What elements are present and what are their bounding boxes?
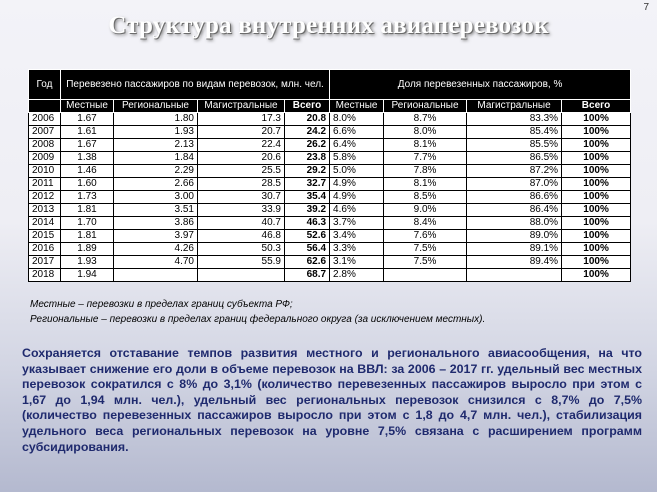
table-cell: 2010 — [29, 165, 61, 178]
table-row — [29, 191, 631, 204]
table-cell: 100% — [562, 256, 631, 269]
subheader-trunk-share: Магистральные — [467, 100, 562, 113]
subheader-trunk-count: Магистральные — [198, 100, 285, 113]
table-cell: 1.38 — [61, 152, 114, 165]
table-cell: 1.60 — [61, 178, 114, 191]
table-cell: 100% — [562, 178, 631, 191]
table-cell: 62.6 — [285, 256, 330, 269]
footnote-local: Местные – перевозки в пределах границ субъекта РФ; — [30, 299, 293, 310]
table-cell: 46.8 — [198, 230, 285, 243]
table-cell: 1.89 — [61, 243, 114, 256]
table-cell: 8.0% — [330, 113, 384, 126]
table-cell: 1.67 — [61, 139, 114, 152]
table-cell: 8.4% — [384, 217, 467, 230]
table-cell: 7.5% — [384, 256, 467, 269]
table-row — [29, 113, 631, 126]
table-cell: 7.6% — [384, 230, 467, 243]
table-cell: 20.8 — [285, 113, 330, 126]
table-cell: 100% — [562, 230, 631, 243]
subheader-total-count: Всего — [285, 100, 330, 113]
table-cell: 20.7 — [198, 126, 285, 139]
table-cell: 2.13 — [114, 139, 198, 152]
table-cell: 1.94 — [61, 269, 114, 282]
table-row — [29, 204, 631, 217]
table-cell: 25.5 — [198, 165, 285, 178]
table-cell: 100% — [562, 113, 631, 126]
table-cell: 2.8% — [330, 269, 384, 282]
table-cell: 89.4% — [467, 256, 562, 269]
header-share-group: Доля перевезенных пассажиров, % — [330, 70, 631, 100]
table-cell: 2015 — [29, 230, 61, 243]
table-cell — [384, 269, 467, 282]
table-cell: 32.7 — [285, 178, 330, 191]
table-cell: 85.4% — [467, 126, 562, 139]
table-cell: 86.6% — [467, 191, 562, 204]
table-cell: 29.2 — [285, 165, 330, 178]
table-cell: 8.5% — [384, 191, 467, 204]
table-cell: 2.66 — [114, 178, 198, 191]
table-cell — [467, 269, 562, 282]
table-row — [29, 217, 631, 230]
table-cell: 100% — [562, 152, 631, 165]
table-cell: 3.51 — [114, 204, 198, 217]
table-cell: 23.8 — [285, 152, 330, 165]
table-cell: 30.7 — [198, 191, 285, 204]
table-cell: 100% — [562, 269, 631, 282]
table-cell: 2017 — [29, 256, 61, 269]
table-cell: 39.2 — [285, 204, 330, 217]
table-cell: 17.3 — [198, 113, 285, 126]
table-cell: 100% — [562, 217, 631, 230]
table-cell: 6.4% — [330, 139, 384, 152]
table-cell: 4.6% — [330, 204, 384, 217]
table-cell: 86.4% — [467, 204, 562, 217]
summary-paragraph: Сохраняется отставание темпов развития местного и регионального авиасообщения, на что указывает снижение его доли в объеме перевозок на ВВЛ: за 2006 – 2017 гг. удельный вес местных перевозок сократился с 8% до 3,1% (количество перевезенных пассажиров выросло при этом с 1,67 до 1,94 млн. чел.), удельный вес региональных перевозок снизился с 8,7% до 7,5% (количество перевезенных пассажиров выросло при этом с 1,8 до 4,7 млн. чел.), стабилизация удельного веса региональных перевозок на уровне 7,5% связана с расширением программ субсидирования. — [22, 346, 642, 454]
table-cell: 89.1% — [467, 243, 562, 256]
table-cell: 7.8% — [384, 165, 467, 178]
table-cell: 1.81 — [61, 204, 114, 217]
table-cell: 87.2% — [467, 165, 562, 178]
table-cell: 4.70 — [114, 256, 198, 269]
subheader-regional-count: Региональные — [114, 100, 198, 113]
table-cell: 1.80 — [114, 113, 198, 126]
table-cell: 6.6% — [330, 126, 384, 139]
table-cell: 52.6 — [285, 230, 330, 243]
table-cell: 2016 — [29, 243, 61, 256]
passenger-table — [28, 69, 631, 282]
table-cell: 1.84 — [114, 152, 198, 165]
footnote-regional: Региональные – перевозки в пределах границ федерального округа (за исключением местных). — [30, 314, 486, 325]
table-cell: 33.9 — [198, 204, 285, 217]
table-cell: 56.4 — [285, 243, 330, 256]
table-cell: 1.93 — [114, 126, 198, 139]
table-row — [29, 152, 631, 165]
subheader-local-count: Местные — [61, 100, 114, 113]
table-cell: 20.6 — [198, 152, 285, 165]
table-cell: 24.2 — [285, 126, 330, 139]
table-cell: 35.4 — [285, 191, 330, 204]
table-row — [29, 139, 631, 152]
table-row — [29, 178, 631, 191]
table-cell: 8.1% — [384, 178, 467, 191]
subheader-regional-share: Региональные — [384, 100, 467, 113]
table-cell: 2006 — [29, 113, 61, 126]
table-cell — [114, 269, 198, 282]
table-cell: 22.4 — [198, 139, 285, 152]
table-cell: 3.4% — [330, 230, 384, 243]
table-cell: 100% — [562, 204, 631, 217]
table-cell: 55.9 — [198, 256, 285, 269]
table-cell: 3.86 — [114, 217, 198, 230]
table-cell: 2018 — [29, 269, 61, 282]
table-cell: 2.29 — [114, 165, 198, 178]
table-cell: 100% — [562, 191, 631, 204]
table-cell — [198, 269, 285, 282]
table-cell: 1.70 — [61, 217, 114, 230]
table-cell: 1.61 — [61, 126, 114, 139]
table-row — [29, 269, 631, 282]
subheader-local-share: Местные — [330, 100, 384, 113]
table-cell: 3.3% — [330, 243, 384, 256]
table-cell: 1.73 — [61, 191, 114, 204]
table-cell: 2014 — [29, 217, 61, 230]
page-title: Структура внутренних авиаперевозок — [108, 12, 549, 39]
table-cell: 40.7 — [198, 217, 285, 230]
table-cell: 2007 — [29, 126, 61, 139]
table-cell: 1.93 — [61, 256, 114, 269]
footnotes — [30, 297, 485, 327]
table-cell: 28.5 — [198, 178, 285, 191]
table-cell: 3.00 — [114, 191, 198, 204]
table-cell: 8.1% — [384, 139, 467, 152]
table-cell: 8.7% — [384, 113, 467, 126]
table-cell: 2008 — [29, 139, 61, 152]
table-cell: 85.5% — [467, 139, 562, 152]
table-row — [29, 165, 631, 178]
table-cell: 4.9% — [330, 178, 384, 191]
table-cell: 9.0% — [384, 204, 467, 217]
table-cell: 100% — [562, 243, 631, 256]
table-row — [29, 230, 631, 243]
table-cell: 2012 — [29, 191, 61, 204]
table-row — [29, 243, 631, 256]
table-cell: 100% — [562, 126, 631, 139]
table-cell: 5.8% — [330, 152, 384, 165]
page-number: 7 — [643, 2, 649, 13]
table-cell: 1.67 — [61, 113, 114, 126]
table-cell: 89.0% — [467, 230, 562, 243]
table-cell: 87.0% — [467, 178, 562, 191]
table-cell: 1.46 — [61, 165, 114, 178]
table-cell: 7.5% — [384, 243, 467, 256]
table-cell: 100% — [562, 139, 631, 152]
table-row — [29, 126, 631, 139]
table-cell: 8.0% — [384, 126, 467, 139]
table-cell: 68.7 — [285, 269, 330, 282]
table-cell: 1.81 — [61, 230, 114, 243]
table-cell: 2013 — [29, 204, 61, 217]
table-cell: 88.0% — [467, 217, 562, 230]
table-cell: 26.2 — [285, 139, 330, 152]
table-cell: 83.3% — [467, 113, 562, 126]
table-cell: 50.3 — [198, 243, 285, 256]
table-cell: 4.26 — [114, 243, 198, 256]
header-year: Год — [29, 70, 61, 100]
table-cell: 86.5% — [467, 152, 562, 165]
table-cell: 2011 — [29, 178, 61, 191]
table-row — [29, 256, 631, 269]
subheader-total-share: Всего — [562, 100, 631, 113]
table-cell: 3.97 — [114, 230, 198, 243]
table-cell: 100% — [562, 165, 631, 178]
table-cell: 2009 — [29, 152, 61, 165]
table-cell: 7.7% — [384, 152, 467, 165]
header-year-blank — [29, 100, 61, 113]
table-cell: 3.7% — [330, 217, 384, 230]
table-cell: 4.9% — [330, 191, 384, 204]
header-passengers-group: Перевезено пассажиров по видам перевозок, млн. чел. — [61, 70, 330, 100]
table-cell: 3.1% — [330, 256, 384, 269]
table-cell: 46.3 — [285, 217, 330, 230]
table-cell: 5.0% — [330, 165, 384, 178]
